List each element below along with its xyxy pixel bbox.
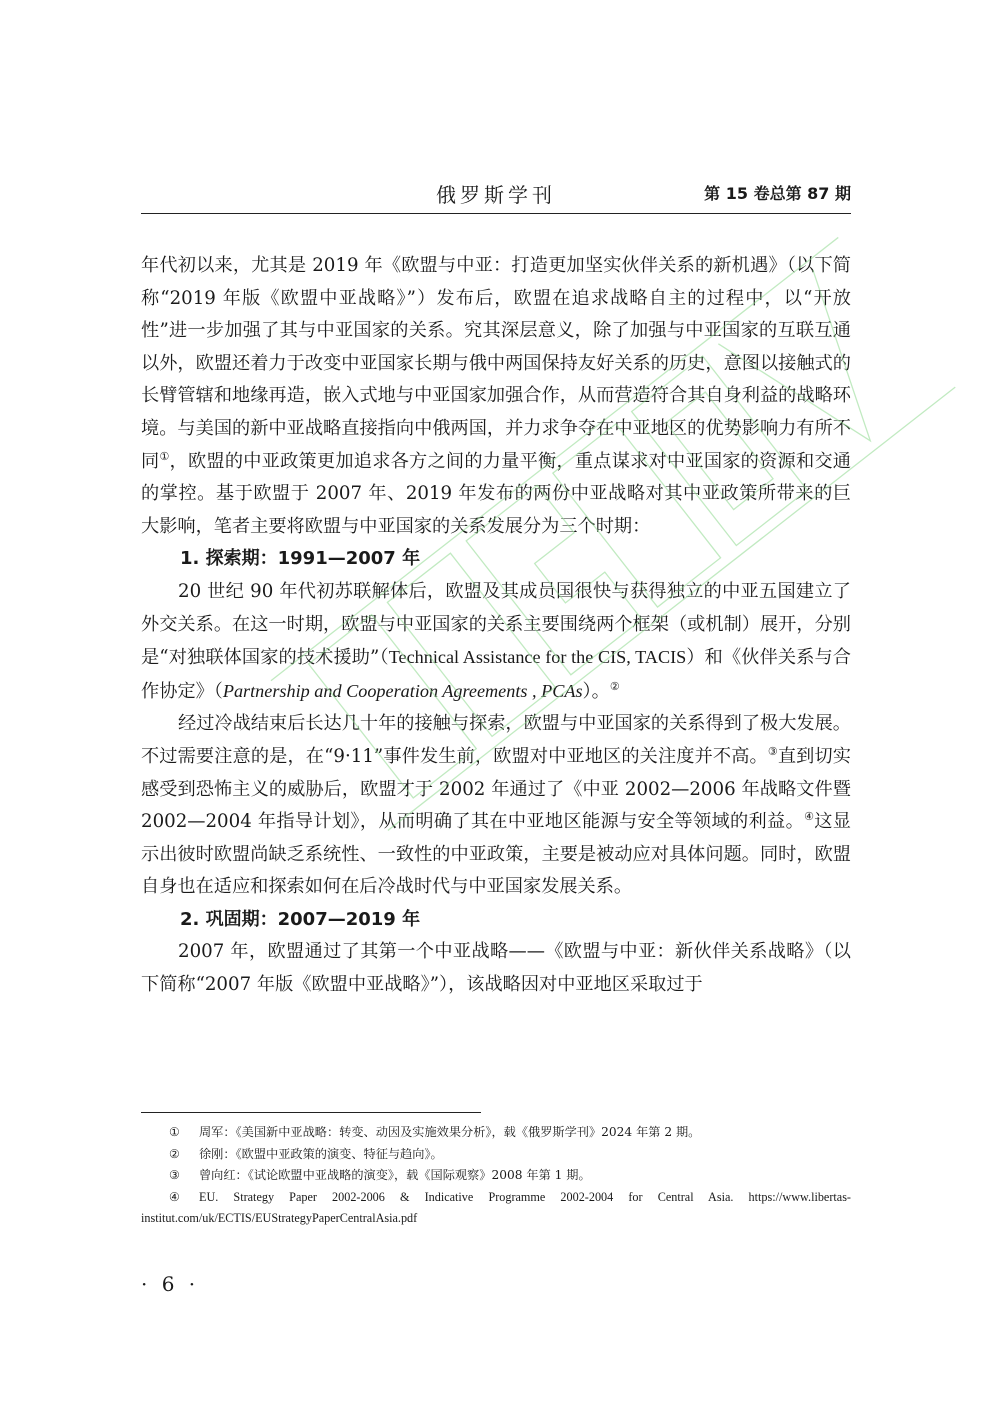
footnote-ref: ② [609,679,620,693]
footnote [141,1165,851,1187]
paragraph-text: 年代初以来，尤其是 2019 年《欧盟与中亚：打造更加坚实伙伴关系的新机遇》（以下简称“2019 年版《欧盟中亚战略》”）发布后，欧盟在追求战略自主的过程中，以“开放性”进一步加强了其与中亚国家的关系。究其深层意义，除了加强与中亚国家的互联互通以外，欧盟还着力于改变中亚国家长期与俄中两国保持友好关系的历史，意图以接触式的长臂管辖和地缘再造，嵌入式地与中亚国家加强合作，从而营造符合其自身利益的战略环境。与美国的新中亚战略直接指向中俄两国，并力求争夺在中亚地区的优势影响力有所不同 [141,255,851,472]
footnote-divider [141,1112,481,1113]
footnote-text: EU. Strategy Paper 2002-2006 & Indicative Programme 2002-2004 for Central Asia. https://www.libertas-institut.com/uk/ECTIS/EUStrategyPaperCentralAsia.pdf [141,1189,851,1225]
running-header [141,175,851,214]
paragraph [141,576,851,708]
footnote [141,1122,851,1144]
english-term: Technical Assistance for the CIS, TACIS [388,647,687,668]
paragraph-text: ，欧盟的中亚政策更加追求各方之间的力量平衡，重点谋求对中亚国家的资源和交通的掌控。基于欧盟于 2007 年、2019 年发布的两份中亚战略对其中亚政策所带来的巨大影响，笔者主要将欧盟与中亚国家的关系发展分为三个时期： [141,450,851,537]
footnote-mark: ④ [169,1189,180,1204]
paragraph-text: 直到切实感受到恐怖主义的威胁后，欧盟才于 2002 年通过了《中亚 2002—2006 年战略文件暨 2002—2004 年指导计划》，从而明确了其在中亚地区能源与安全等领域的利益。 [141,745,851,833]
footnote-ref: ④ [804,810,815,824]
section-heading: 1. 探索期：1991—2007 年 [180,548,421,570]
footnote-text: 曾向红：《试论欧盟中亚战略的演变》，载《国际观察》2008 年第 1 期。 [199,1168,591,1182]
footnote-text: 周军：《美国新中亚战略：转变、动因及实施效果分析》，载《俄罗斯学刊》2024 年第 2 期。 [199,1125,701,1139]
footnote-ref: ③ [767,744,778,758]
paragraph: 2007 年，欧盟通过了其第一个中亚战略——《欧盟与中亚：新伙伴关系战略》（以下简称“2007 年版《欧盟中亚战略》”），该战略因对中亚地区采取过于 [141,941,851,996]
section-heading: 2. 巩固期：2007—2019 年 [180,908,421,930]
paragraph-text: 20 世纪 90 年代初苏联解体后，欧盟及其成员国很快与获得独立的中亚五国建立了外交关系。在这一时期，欧盟与中亚国家的关系主要围绕两个框架（或机制）展开，分别是“对独联体国家的技术援助”（ [141,580,851,669]
article-body [141,250,851,1002]
footnote-ref: ① [159,449,170,463]
page-number: · 6 · [141,1272,200,1296]
paragraph-text: 经过冷战结束后长达几十年的接触与探索，欧盟与中亚国家的关系得到了极大发展。不过需要注意的是，在“9·11”事件发生前，欧盟对中亚地区的关注度并不高。 [141,713,851,767]
footnote [141,1144,851,1166]
paragraph [141,708,851,904]
footnote-mark: ② [169,1146,180,1161]
paragraph-text: ）和《伙伴关系与合作协定》（ [141,647,851,702]
paragraph-text: 这显示出彼时欧盟尚缺乏系统性、一致性的中亚政策，主要是被动应对具体问题。同时，欧盟自身也在适应和探索如何在后冷战时代与中亚国家发展关系。 [141,811,851,898]
footnotes [141,1122,851,1230]
footnote-text: 徐刚：《欧盟中亚政策的演变、特征与趋向》。 [199,1146,443,1161]
footnote-mark: ③ [169,1168,180,1182]
footnote [141,1187,851,1230]
issue-number: 第 15 卷总第 87 期 [704,184,851,203]
journal-name: 俄罗斯学刊 [436,183,556,207]
paragraph-text: ）。 [582,680,610,702]
footnote-mark: ① [169,1125,180,1139]
paragraph [141,250,851,543]
english-term-italic: Partnership and Cooperation Agreements , PCAs [222,680,583,701]
